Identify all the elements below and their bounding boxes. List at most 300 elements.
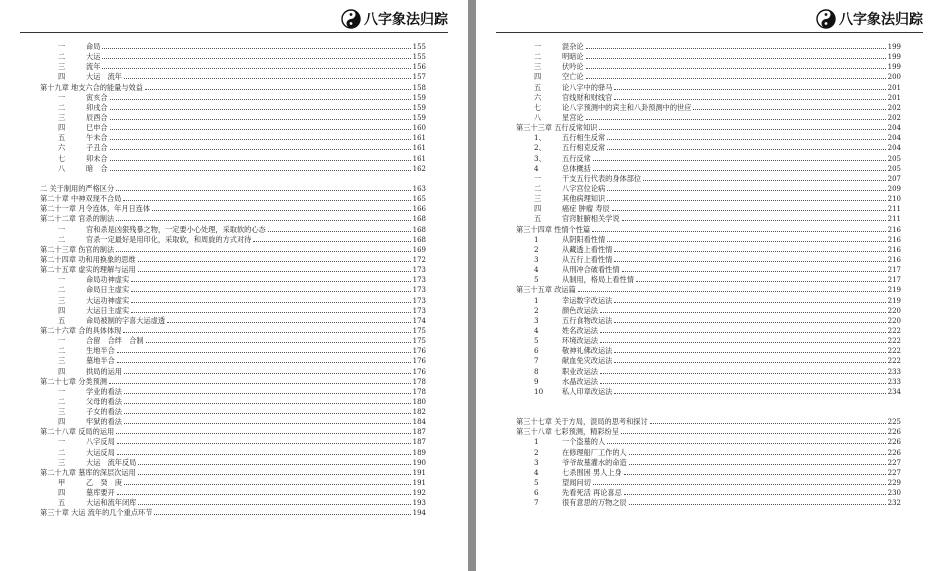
- toc-entry-title: 第三十章 大运 流年的几个重点环节: [40, 508, 153, 518]
- toc-chapter-entry[interactable]: [516, 225, 901, 235]
- toc-section-entry[interactable]: [40, 346, 426, 356]
- toc-page-number: 220: [887, 306, 901, 315]
- toc-section-entry[interactable]: [40, 306, 426, 316]
- dot-leader: [110, 119, 411, 120]
- dot-leader: [586, 48, 886, 49]
- dot-leader: [124, 403, 411, 404]
- dot-leader: [123, 200, 410, 201]
- toc-page-number: 199: [887, 43, 901, 51]
- toc-page-number: 174: [412, 316, 426, 325]
- dot-leader: [614, 352, 885, 353]
- toc-entry-title: 卯戌合: [86, 102, 108, 112]
- toc-entry-title: 合留 合绊 合制: [86, 336, 144, 346]
- toc-section-entry[interactable]: [516, 336, 901, 346]
- toc-entry-number: 一: [58, 92, 66, 102]
- toc-page-number: 210: [887, 195, 901, 204]
- toc-section-entry[interactable]: [516, 478, 901, 488]
- toc-page-number: 161: [412, 154, 426, 163]
- toc-page-number: 169: [412, 245, 426, 254]
- toc-page-number: 159: [412, 103, 426, 112]
- toc-section-entry[interactable]: [40, 316, 426, 326]
- dot-leader: [600, 373, 886, 374]
- toc-entry-title: 一个盗墓的人: [562, 437, 606, 447]
- toc-entry-number: 八: [58, 163, 66, 173]
- toc-entry-number: 1、: [534, 133, 546, 143]
- dot-leader: [124, 413, 411, 414]
- toc-page-number: 216: [887, 245, 901, 254]
- toc-section-entry[interactable]: [40, 417, 426, 427]
- toc-page-number: 173: [412, 286, 426, 295]
- toc-entry-title: 论八字预测中的宾主和八卦预测中的世应: [562, 102, 692, 112]
- toc-entry-title: 第二十三章 伤官的制法: [40, 244, 115, 254]
- toc-entry-title: 敬神礼佛改运法: [562, 346, 613, 356]
- toc-page-number: 207: [887, 174, 901, 183]
- dot-leader: [600, 383, 886, 384]
- toc-entry-title: 子丑合: [86, 143, 108, 153]
- toc-list: [516, 42, 901, 508]
- dot-leader: [614, 302, 885, 303]
- toc-page-number: 199: [887, 63, 901, 72]
- dot-leader: [138, 504, 410, 505]
- dot-leader: [629, 454, 886, 455]
- toc-section-entry[interactable]: [516, 143, 901, 153]
- toc-entry-title: 很有意思的万物之辰: [562, 498, 627, 508]
- toc-section-entry[interactable]: [516, 346, 901, 356]
- toc-entry-number: 一: [58, 224, 66, 234]
- toc-entry-number: 五: [58, 315, 66, 325]
- toc-section-entry[interactable]: [40, 42, 426, 52]
- toc-entry-title: 第二十五章 虚实的理解与运用: [40, 265, 136, 275]
- toc-entry-title: 辰酉合: [86, 112, 108, 122]
- toc-page-number: 189: [412, 448, 426, 457]
- toc-section-entry[interactable]: [516, 194, 901, 204]
- dot-leader: [607, 149, 885, 150]
- dot-leader: [124, 373, 411, 374]
- dot-leader: [629, 504, 886, 505]
- header-title: 八字象法归踪: [839, 12, 923, 28]
- toc-page-number: 216: [887, 235, 901, 244]
- toc-entry-number: 2: [534, 244, 539, 254]
- dot-leader: [110, 99, 411, 100]
- toc-entry-title: 官线财和财线官: [562, 92, 613, 102]
- dot-leader: [138, 474, 411, 475]
- toc-chapter-entry[interactable]: [40, 255, 426, 265]
- dot-leader: [600, 332, 886, 333]
- toc-entry-number: 4: [534, 163, 539, 173]
- toc-entry-title: 总体概括: [562, 163, 591, 173]
- toc-chapter-entry[interactable]: [516, 123, 901, 133]
- toc-page-number: 175: [412, 326, 426, 335]
- dot-leader: [622, 220, 886, 221]
- toc-entry-title: 癌症 肿瘤 寿辰: [562, 204, 610, 214]
- toc-chapter-entry[interactable]: [40, 377, 426, 387]
- toc-chapter-entry[interactable]: [40, 427, 426, 437]
- toc-entry-number: 四: [534, 204, 542, 214]
- toc-page-number: 173: [412, 276, 426, 285]
- dot-leader: [592, 231, 885, 232]
- dot-leader: [614, 251, 885, 252]
- toc-section-entry[interactable]: [516, 316, 901, 326]
- dot-leader: [154, 514, 410, 515]
- toc-section-entry[interactable]: [516, 458, 901, 468]
- toc-entry-title: 午未合: [86, 133, 108, 143]
- toc-section-entry[interactable]: [516, 306, 901, 316]
- toc-page-number: 194: [412, 509, 426, 518]
- toc-entry-number: 10: [534, 386, 544, 396]
- toc-section-entry[interactable]: [516, 133, 901, 143]
- toc-section-entry[interactable]: [516, 356, 901, 366]
- toc-section-entry[interactable]: [40, 498, 426, 508]
- toc-section-entry[interactable]: [40, 225, 426, 235]
- dot-leader: [152, 210, 411, 211]
- toc-page-number: 191: [412, 479, 426, 488]
- toc-page-number: 191: [412, 468, 426, 477]
- toc-page-number: 176: [412, 357, 426, 366]
- toc-page-number: 217: [887, 266, 901, 275]
- toc-page-number: 160: [412, 124, 426, 133]
- toc-page-number: 184: [412, 418, 426, 427]
- toc-section-entry[interactable]: [516, 448, 901, 458]
- toc-entry-number: 二: [534, 183, 542, 193]
- dot-leader: [586, 78, 886, 79]
- toc-section-entry[interactable]: [516, 72, 901, 82]
- toc-chapter-entry[interactable]: [516, 285, 901, 295]
- toc-entry-number: 2: [534, 305, 539, 315]
- dot-leader: [124, 393, 411, 394]
- toc-entry-title: 墓地半合: [86, 356, 115, 366]
- toc-chapter-entry[interactable]: [40, 326, 426, 336]
- toc-section-entry[interactable]: [40, 437, 426, 447]
- toc-entry-title: 大运和流年闭库: [86, 498, 137, 508]
- toc-entry-number: 一: [58, 437, 66, 447]
- toc-section-entry[interactable]: [40, 154, 426, 164]
- toc-entry-title: 第三十七章 关于方局，混局的思考和探讨: [516, 417, 648, 427]
- toc-entry-title: 官和杀是凶狠残暴之物，一定要小心处理，采取软的心态: [86, 224, 266, 234]
- toc-section-entry[interactable]: [516, 245, 901, 255]
- dot-leader: [586, 68, 886, 69]
- toc-section-entry[interactable]: [40, 72, 426, 82]
- toc-section-entry[interactable]: [516, 113, 901, 123]
- toc-section-entry[interactable]: [40, 407, 426, 417]
- dot-leader: [124, 484, 411, 485]
- header-title: 八字象法归踪: [364, 12, 448, 28]
- toc-entry-number: 二: [58, 396, 66, 406]
- toc-entry-title: 命局功神虚实: [86, 275, 130, 285]
- toc-section-entry[interactable]: [40, 458, 426, 468]
- toc-entry-number: 五: [58, 498, 66, 508]
- toc-section-entry[interactable]: [516, 42, 901, 52]
- toc-section-entry[interactable]: [516, 174, 901, 184]
- toc-page-number: 168: [412, 235, 426, 244]
- toc-page-number: 155: [412, 53, 426, 62]
- toc-page-number: 233: [887, 377, 901, 386]
- toc-section-entry[interactable]: [516, 52, 901, 62]
- page-gutter: [468, 0, 476, 571]
- dot-leader: [621, 433, 886, 434]
- toc-entry-number: 7: [534, 498, 539, 508]
- toc-page-number: 156: [412, 63, 426, 72]
- toc-entry-title: 大运: [86, 52, 101, 62]
- toc-section-entry[interactable]: [516, 468, 901, 478]
- toc-section-entry[interactable]: [40, 123, 426, 133]
- toc-page-number: 178: [412, 377, 426, 386]
- toc-entry-title: 颜色改运法: [562, 305, 598, 315]
- dot-leader: [636, 281, 886, 282]
- toc-entry-number: 四: [58, 488, 66, 498]
- toc-entry-number: 六: [534, 92, 542, 102]
- toc-page-number: 163: [412, 184, 426, 193]
- toc-page-number: 190: [412, 458, 426, 467]
- toc-entry-title: 伏吟论: [562, 62, 584, 72]
- toc-entry-title: 五行反常: [562, 153, 591, 163]
- dot-leader: [624, 474, 886, 475]
- dot-leader: [138, 464, 410, 465]
- toc-entry-title: 暗 合: [86, 163, 108, 173]
- toc-entry-title: 大运 流年: [86, 72, 122, 82]
- toc-page-number: 159: [412, 113, 426, 122]
- toc-entry-title: 大运日主虚实: [86, 305, 130, 315]
- toc-chapter-entry[interactable]: [40, 265, 426, 275]
- dot-leader: [110, 139, 411, 140]
- toc-entry-title: 姓名改运法: [562, 325, 598, 335]
- toc-entry-number: 二: [58, 52, 66, 62]
- toc-section-entry[interactable]: [516, 214, 901, 224]
- toc-page-number: 226: [887, 428, 901, 437]
- toc-section-entry[interactable]: [40, 62, 426, 72]
- dot-leader: [131, 281, 410, 282]
- toc-entry-number: 四: [58, 72, 66, 82]
- toc-section-entry[interactable]: [516, 83, 901, 93]
- dot-leader: [600, 312, 886, 313]
- toc-section-entry[interactable]: [40, 367, 426, 377]
- toc-chapter-entry[interactable]: [516, 427, 901, 437]
- toc-section-entry[interactable]: [516, 387, 901, 397]
- toc-entry-number: 3: [534, 254, 539, 264]
- toc-section-entry[interactable]: [40, 113, 426, 123]
- toc-page-number: 180: [412, 397, 426, 406]
- toc-section-entry[interactable]: [516, 154, 901, 164]
- toc-chapter-entry[interactable]: [40, 245, 426, 255]
- toc-entry-number: 3、: [534, 153, 546, 163]
- dot-leader: [593, 484, 886, 485]
- toc-section-entry[interactable]: [40, 397, 426, 407]
- toc-entry-title: 八字宫位论病: [562, 183, 606, 193]
- dot-leader: [102, 58, 410, 59]
- toc-section-entry[interactable]: [516, 326, 901, 336]
- toc-chapter-entry[interactable]: [40, 508, 426, 518]
- toc-entry-title: 空亡论: [562, 72, 584, 82]
- dot-leader: [593, 170, 886, 171]
- dot-leader: [131, 291, 410, 292]
- toc-page-number: 230: [887, 489, 901, 498]
- toc-section-entry[interactable]: [516, 184, 901, 194]
- toc-entry-title: 环境改运法: [562, 336, 598, 346]
- toc-entry-number: 甲: [58, 478, 66, 488]
- toc-page-number: 216: [887, 255, 901, 264]
- toc-entry-title: 第二十四章 功和用换象的思维: [40, 254, 136, 264]
- toc-entry-number: 四: [58, 123, 66, 133]
- toc-page-number: 234: [887, 387, 901, 396]
- toc-section-entry[interactable]: [516, 265, 901, 275]
- toc-entry-number: 4: [534, 265, 539, 275]
- toc-entry-title: 学业的看法: [86, 386, 122, 396]
- toc-section-entry[interactable]: [516, 367, 901, 377]
- toc-chapter-entry[interactable]: [516, 417, 901, 427]
- toc-entry-title: 流年: [86, 62, 101, 72]
- toc-chapter-entry[interactable]: [40, 184, 426, 194]
- toc-entry-number: 1: [534, 234, 539, 244]
- left-page: [0, 0, 468, 571]
- toc-entry-number: 五: [534, 214, 542, 224]
- toc-entry-title: 命局日主虚实: [86, 285, 130, 295]
- dot-leader: [607, 139, 885, 140]
- toc-entry-number: 二: [534, 52, 542, 62]
- toc-section-entry[interactable]: [40, 93, 426, 103]
- toc-entry-title: 从藏透上看性情: [562, 244, 613, 254]
- toc-entry-title: 第三十三章 五行反常知识: [516, 123, 598, 133]
- dot-leader: [607, 443, 885, 444]
- toc-list: [40, 42, 426, 519]
- toc-entry-title: 墓库要开: [86, 488, 115, 498]
- toc-entry-title: 生地半合: [86, 346, 115, 356]
- toc-entry-number: 一: [58, 336, 66, 346]
- toc-entry-title: 第三十五章 改运篇: [516, 285, 576, 295]
- dot-leader: [614, 89, 885, 90]
- toc-section-entry[interactable]: [516, 498, 901, 508]
- toc-section-entry[interactable]: [40, 164, 426, 174]
- toc-page-number: 222: [887, 326, 901, 335]
- toc-section-entry[interactable]: [516, 255, 901, 265]
- toc-entry-title: 命局被制的字喜大运虚透: [86, 315, 166, 325]
- toc-page-number: 165: [412, 195, 426, 204]
- toc-section-entry[interactable]: [40, 285, 426, 295]
- toc-section-entry[interactable]: [40, 235, 426, 245]
- toc-section-entry[interactable]: [40, 143, 426, 153]
- toc-chapter-entry[interactable]: [40, 83, 426, 93]
- toc-section-entry[interactable]: [516, 235, 901, 245]
- toc-section-entry[interactable]: [516, 103, 901, 113]
- toc-page-number: 157: [412, 73, 426, 82]
- dot-leader: [117, 454, 411, 455]
- toc-section-entry[interactable]: [516, 296, 901, 306]
- toc-chapter-entry[interactable]: [40, 194, 426, 204]
- toc-section-entry[interactable]: [40, 387, 426, 397]
- toc-entry-number: 二: [58, 234, 66, 244]
- dot-leader: [650, 423, 886, 424]
- toc-section-entry[interactable]: [516, 204, 901, 214]
- toc-section-entry[interactable]: [516, 164, 901, 174]
- toc-entry-number: 3: [534, 315, 539, 325]
- toc-entry-title: 拱局的运用: [86, 366, 122, 376]
- toc-page-number: 219: [887, 296, 901, 305]
- toc-entry-number: 三: [58, 112, 66, 122]
- toc-page-number: 229: [887, 479, 901, 488]
- toc-page-number: 187: [412, 428, 426, 437]
- toc-entry-number: 6: [534, 346, 539, 356]
- toc-section-entry[interactable]: [40, 133, 426, 143]
- dot-leader: [116, 251, 410, 252]
- toc-entry-number: 三: [58, 295, 66, 305]
- toc-section-entry[interactable]: [40, 356, 426, 366]
- toc-chapter-entry[interactable]: [40, 214, 426, 224]
- toc-entry-number: 三: [58, 62, 66, 72]
- dot-leader: [614, 261, 885, 262]
- dot-leader: [612, 210, 886, 211]
- dot-leader: [124, 78, 411, 79]
- dot-leader: [593, 160, 886, 161]
- toc-entry-title: 父母的看法: [86, 396, 122, 406]
- toc-section-entry[interactable]: [40, 478, 426, 488]
- toc-entry-number: 四: [58, 305, 66, 315]
- dot-leader: [123, 332, 410, 333]
- toc-spacer: [40, 174, 426, 184]
- toc-section-entry[interactable]: [40, 52, 426, 62]
- toc-page-number: 222: [887, 337, 901, 346]
- toc-page-number: 199: [887, 53, 901, 62]
- toc-entry-number: 二: [58, 285, 66, 295]
- toc-entry-title: 水晶改运法: [562, 376, 598, 386]
- toc-entry-number: 1: [534, 437, 539, 447]
- toc-page-number: 173: [412, 266, 426, 275]
- dot-leader: [253, 241, 410, 242]
- dot-leader: [145, 89, 411, 90]
- toc-chapter-entry[interactable]: [40, 468, 426, 478]
- toc-section-entry[interactable]: [40, 336, 426, 346]
- toc-section-entry[interactable]: [40, 296, 426, 306]
- toc-section-entry[interactable]: [40, 275, 426, 285]
- toc-entry-number: 5: [534, 275, 539, 285]
- taiji-logo-icon: [816, 9, 836, 29]
- toc-page-number: 205: [887, 164, 901, 173]
- toc-entry-title: 官窍脏腑相关学说: [562, 214, 620, 224]
- toc-entry-title: 第二十六章 合的具体体现: [40, 325, 122, 335]
- toc-spacer: [516, 407, 901, 417]
- toc-entry-number: 三: [58, 407, 66, 417]
- toc-page-number: 159: [412, 93, 426, 102]
- toc-page-number: 158: [412, 83, 426, 92]
- toc-page-number: 187: [412, 438, 426, 447]
- toc-entry-number: 五: [58, 133, 66, 143]
- toc-section-entry[interactable]: [516, 275, 901, 285]
- toc-section-entry[interactable]: [40, 448, 426, 458]
- header-rule: [496, 32, 923, 33]
- toc-chapter-entry[interactable]: [40, 204, 426, 214]
- toc-entry-number: 三: [534, 194, 542, 204]
- toc-section-entry[interactable]: [516, 62, 901, 72]
- toc-entry-title: 望闻问切: [562, 478, 591, 488]
- toc-section-entry[interactable]: [516, 377, 901, 387]
- toc-section-entry[interactable]: [516, 488, 901, 498]
- toc-page-number: 155: [412, 43, 426, 51]
- toc-page-number: 225: [887, 418, 901, 427]
- toc-page-number: 202: [887, 113, 901, 122]
- toc-page-number: 211: [887, 215, 901, 224]
- toc-entry-title: 明暗论: [562, 52, 584, 62]
- toc-section-entry[interactable]: [40, 488, 426, 498]
- dot-leader: [607, 200, 885, 201]
- toc-page-number: 202: [887, 103, 901, 112]
- dot-leader: [110, 160, 411, 161]
- dot-leader: [607, 241, 885, 242]
- toc-page-number: 226: [887, 448, 901, 457]
- toc-entry-number: 七: [58, 153, 66, 163]
- dot-leader: [102, 48, 410, 49]
- toc-section-entry[interactable]: [40, 103, 426, 113]
- toc-section-entry[interactable]: [516, 93, 901, 103]
- toc-section-entry[interactable]: [516, 437, 901, 447]
- toc-entry-number: 四: [58, 417, 66, 427]
- dot-leader: [629, 464, 886, 465]
